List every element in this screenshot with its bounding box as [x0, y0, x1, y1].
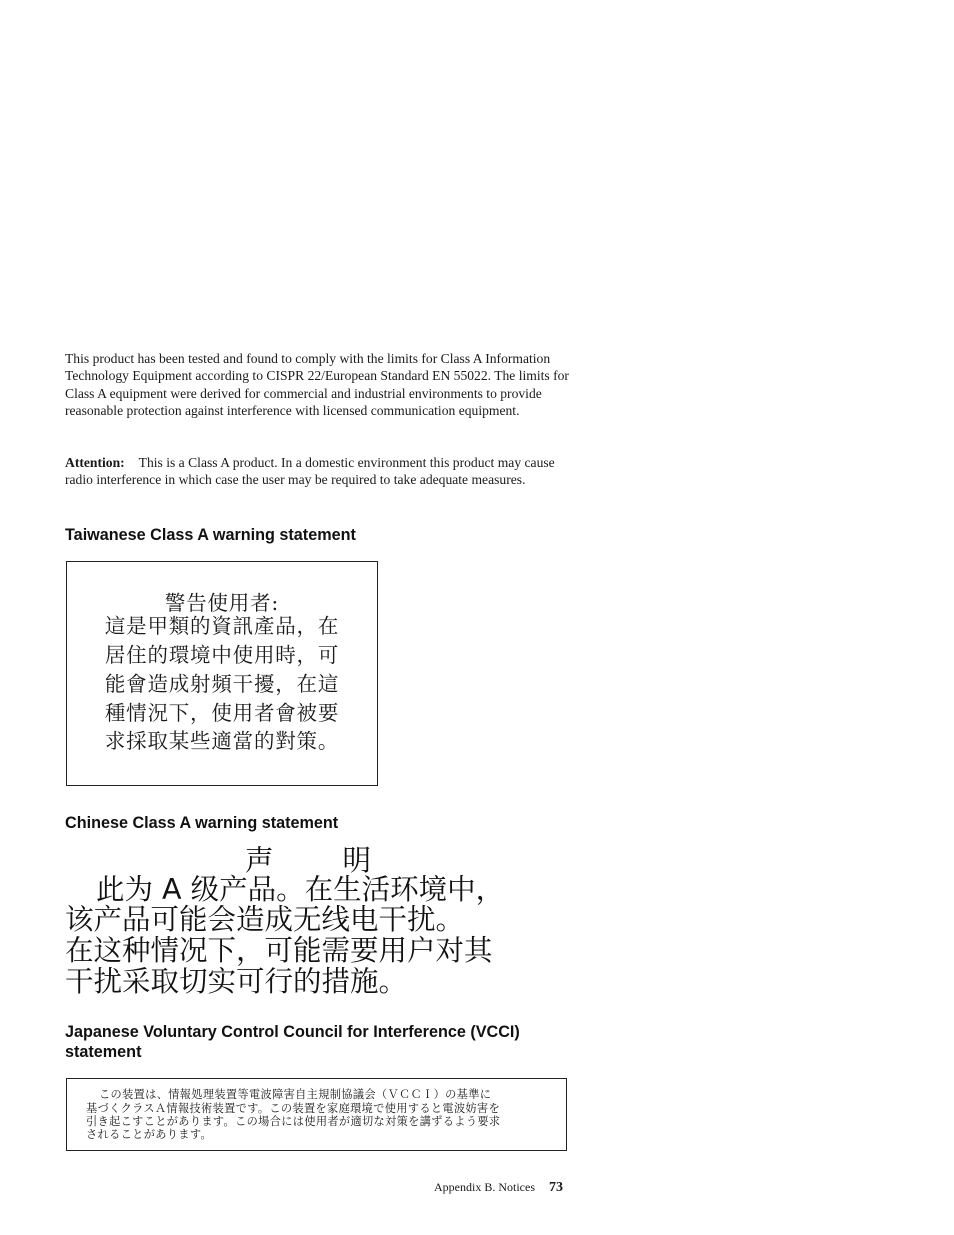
class-a-compliance-paragraph: This product has been tested and found to comply with the limits for Class A Information Technology Equipment according to CISPR 22/European Standard EN 55022. The limits for Class A equipment were derived for commercial and industrial environments to provide reasonable protection against interference with licensed communication equipment. [65, 351, 569, 419]
chinese-warning-title: 声 明 [245, 844, 372, 877]
attention-paragraph [65, 454, 570, 489]
chinese-warning-line: 干扰采取切实可行的措施。 [65, 965, 408, 998]
japanese-vcci-line: されることがあります。 [86, 1128, 213, 1141]
japanese-vcci-heading: Japanese Voluntary Control Council for Interference (VCCI) statement [65, 1023, 520, 1061]
taiwanese-warning-box [66, 561, 378, 786]
japanese-vcci-line: この装置は、情報処理装置等電波障害自主規制協議会（ＶＣＣＩ）の基準に [99, 1088, 492, 1101]
taiwanese-warning-line: 求採取某些適當的對策。 [104, 729, 340, 753]
japanese-vcci-line: 基づくクラスＡ情報技術装置です。この装置を家庭環境で使用すると電波妨害を [86, 1102, 501, 1115]
page-number: 73 [549, 1180, 563, 1195]
taiwanese-warning-heading: Taiwanese Class A warning statement [65, 526, 356, 544]
japanese-vcci-line: 引き起こすことがあります。この場合には使用者が適切な対策を講ずるよう要求 [86, 1115, 501, 1128]
taiwanese-warning-line: 居住的環境中使用時，可 [104, 643, 340, 667]
chinese-warning-line: 该产品可能会造成无线电干扰。 [65, 903, 465, 936]
taiwanese-warning-line: 能會造成射頻干擾，在這 [104, 672, 340, 696]
taiwanese-warning-line: 警告使用者: [164, 591, 280, 615]
attention-label: Attention: [65, 455, 125, 470]
attention-text: This is a Class A product. In a domestic environment this product may cause radio interference in which case the user may be required to take adequate measures. [65, 455, 555, 488]
chinese-warning-line: 在这种情况下，可能需要用户对其 [65, 934, 493, 967]
footer-section: Appendix B. Notices [434, 1180, 535, 1194]
taiwanese-warning-line: 種情況下，使用者會被要 [104, 701, 340, 725]
chinese-warning-line: 此为 A 级产品。在生活环境中， [96, 873, 505, 906]
japanese-vcci-box [66, 1078, 567, 1151]
page-footer [434, 1178, 563, 1197]
taiwanese-warning-line: 這是甲類的資訊產品，在 [104, 614, 340, 638]
chinese-warning-heading: Chinese Class A warning statement [65, 814, 339, 832]
